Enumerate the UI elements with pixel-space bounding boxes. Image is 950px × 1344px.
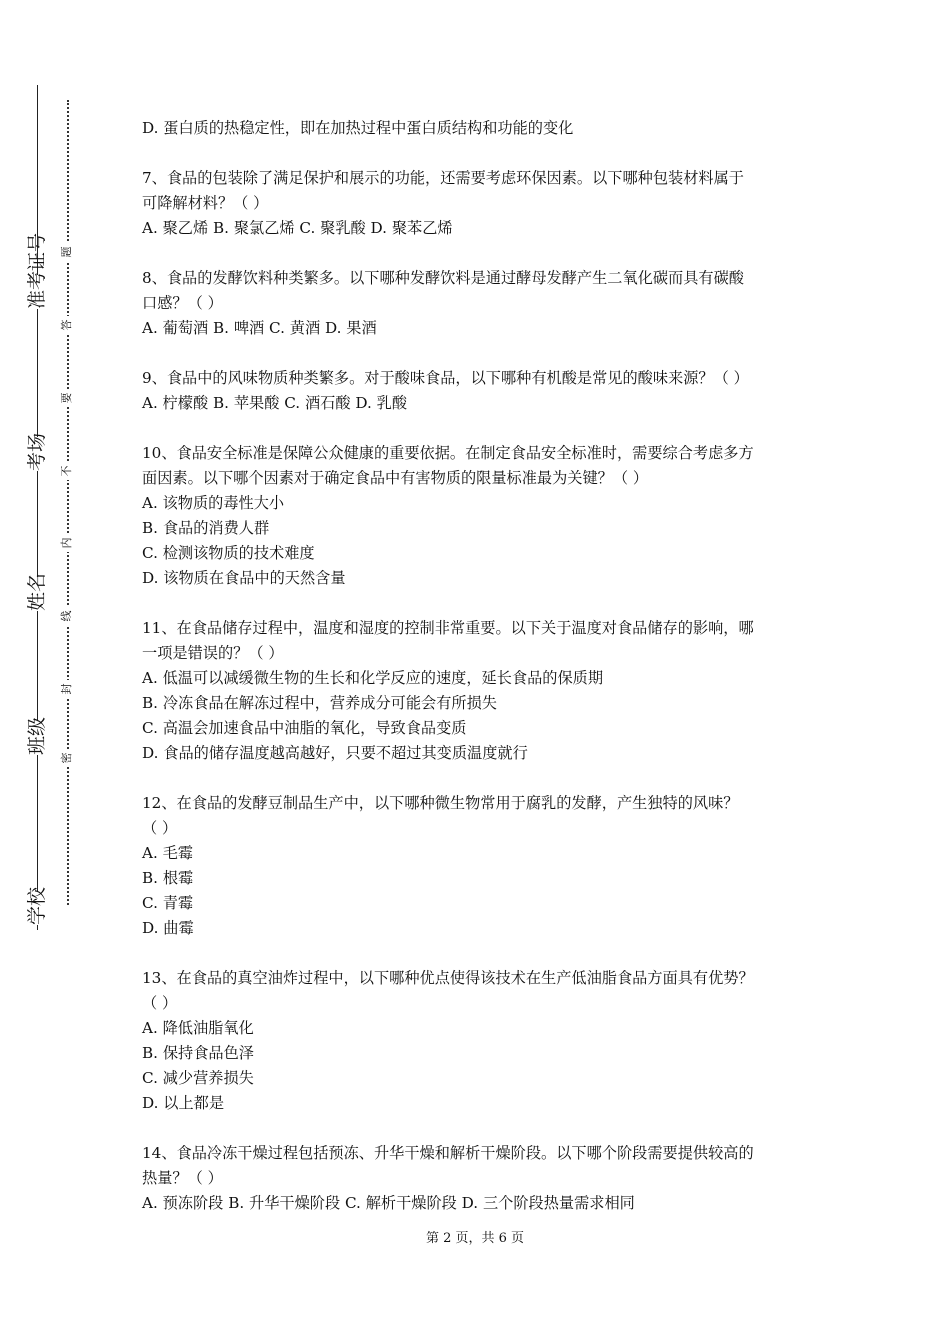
option-line: A. 柠檬酸 B. 苹果酸 C. 酒石酸 D. 乳酸	[142, 394, 408, 412]
option-b: B. 保持食品色泽	[142, 1044, 254, 1062]
binding-margin	[0, 0, 120, 1344]
question-stem: 一项是错误的？（ ）	[142, 644, 284, 662]
binding-dotted-line	[67, 100, 69, 905]
question-14	[142, 1141, 814, 1216]
page-footer: 第 2 页，共 6 页	[425, 1231, 525, 1246]
question-stem: 可降解材料？（ ）	[142, 194, 269, 212]
option-line: A. 聚乙烯 B. 聚氯乙烯 C. 聚乳酸 D. 聚苯乙烯	[142, 219, 453, 237]
option-d: D. 该物质在食品中的天然含量	[142, 569, 346, 587]
option-line: D. 蛋白质的热稳定性，即在加热过程中蛋白质结构和功能的变化	[142, 119, 574, 137]
binding-solid-line	[37, 85, 38, 930]
question-stem: （ ）	[142, 819, 178, 837]
question-8	[142, 266, 814, 341]
question-stem: 13、在食品的真空油炸过程中，以下哪种优点使得该技术在生产低油脂食品方面具有优势？	[142, 969, 754, 987]
question-stem: 9、食品中的风味物质种类繁多。对于酸味食品，以下哪种有机酸是常见的酸味来源？（ ）	[142, 369, 749, 387]
question-stem: （ ）	[142, 994, 178, 1012]
option-line: A. 葡萄酒 B. 啤酒 C. 黄酒 D. 果酒	[142, 319, 377, 337]
question-stem: 口感？（ ）	[142, 294, 223, 312]
question-stem: 12、在食品的发酵豆制品生产中，以下哪种微生物常用于腐乳的发酵，产生独特的风味？	[142, 794, 739, 812]
option-c: C. 检测该物质的技术难度	[142, 544, 315, 562]
seal-char: 不	[60, 462, 74, 480]
seal-char: 题	[60, 243, 74, 261]
label-exam-room: 考场	[26, 432, 48, 471]
option-a: A. 毛霉	[142, 844, 193, 862]
question-stem: 10、食品安全标准是保障公众健康的重要依据。在制定食品安全标准时，需要综合考虑多方	[142, 444, 754, 462]
option-d: D. 曲霉	[142, 919, 194, 937]
option-b: B. 冷冻食品在解冻过程中，营养成分可能会有所损失	[142, 694, 497, 712]
question-7	[142, 166, 814, 241]
seal-char: 要	[60, 389, 74, 407]
question-13	[142, 966, 814, 1116]
question-stem: 8、食品的发酵饮料种类繁多。以下哪种发酵饮料是通过酵母发酵产生二氧化碳而具有碳酸	[142, 269, 744, 287]
seal-char: 内	[60, 534, 74, 552]
option-a: A. 降低油脂氧化	[142, 1019, 254, 1037]
seal-char: 线	[60, 607, 74, 625]
question-6-tail	[142, 116, 814, 141]
option-line: A. 预冻阶段 B. 升华干燥阶段 C. 解析干燥阶段 D. 三个阶段热量需求相同	[142, 1194, 635, 1212]
option-c: C. 减少营养损失	[142, 1069, 254, 1087]
option-a: A. 低温可以减缓微生物的生长和化学反应的速度，延长食品的保质期	[142, 669, 604, 687]
seal-char: 答	[60, 316, 74, 334]
label-exam-number: 准考证号	[26, 232, 48, 309]
option-d: D. 以上都是	[142, 1094, 225, 1112]
question-stem: 14、食品冷冻干燥过程包括预冻、升华干燥和解析干燥阶段。以下哪个阶段需要提供较高的	[142, 1144, 754, 1162]
label-class: 班级	[26, 716, 48, 755]
question-9	[142, 366, 814, 416]
question-stem: 热量？（ ）	[142, 1169, 223, 1187]
option-c: C. 青霉	[142, 894, 194, 912]
question-12	[142, 791, 814, 941]
option-b: B. 根霉	[142, 869, 194, 887]
option-c: C. 高温会加速食品中油脂的氧化，导致食品变质	[142, 719, 467, 737]
seal-char: 密	[60, 749, 74, 767]
question-list	[142, 116, 814, 1241]
label-school: 学校	[26, 886, 48, 925]
option-a: A. 该物质的毒性大小	[142, 494, 285, 512]
question-stem: 7、食品的包装除了满足保护和展示的功能，还需要考虑环保因素。以下哪种包装材料属于	[142, 169, 744, 187]
label-name: 姓名	[26, 572, 48, 611]
seal-char: 封	[60, 680, 74, 698]
question-stem: 面因素。以下哪个因素对于确定食品中有害物质的限量标准最为关键？（ ）	[142, 469, 649, 487]
question-stem: 11、在食品储存过程中，温度和湿度的控制非常重要。以下关于温度对食品储存的影响，哪	[142, 619, 754, 637]
option-b: B. 食品的消费人群	[142, 519, 270, 537]
question-11	[142, 616, 814, 766]
option-d: D. 食品的储存温度越高越好，只要不超过其变质温度就行	[142, 744, 528, 762]
question-10	[142, 441, 814, 591]
